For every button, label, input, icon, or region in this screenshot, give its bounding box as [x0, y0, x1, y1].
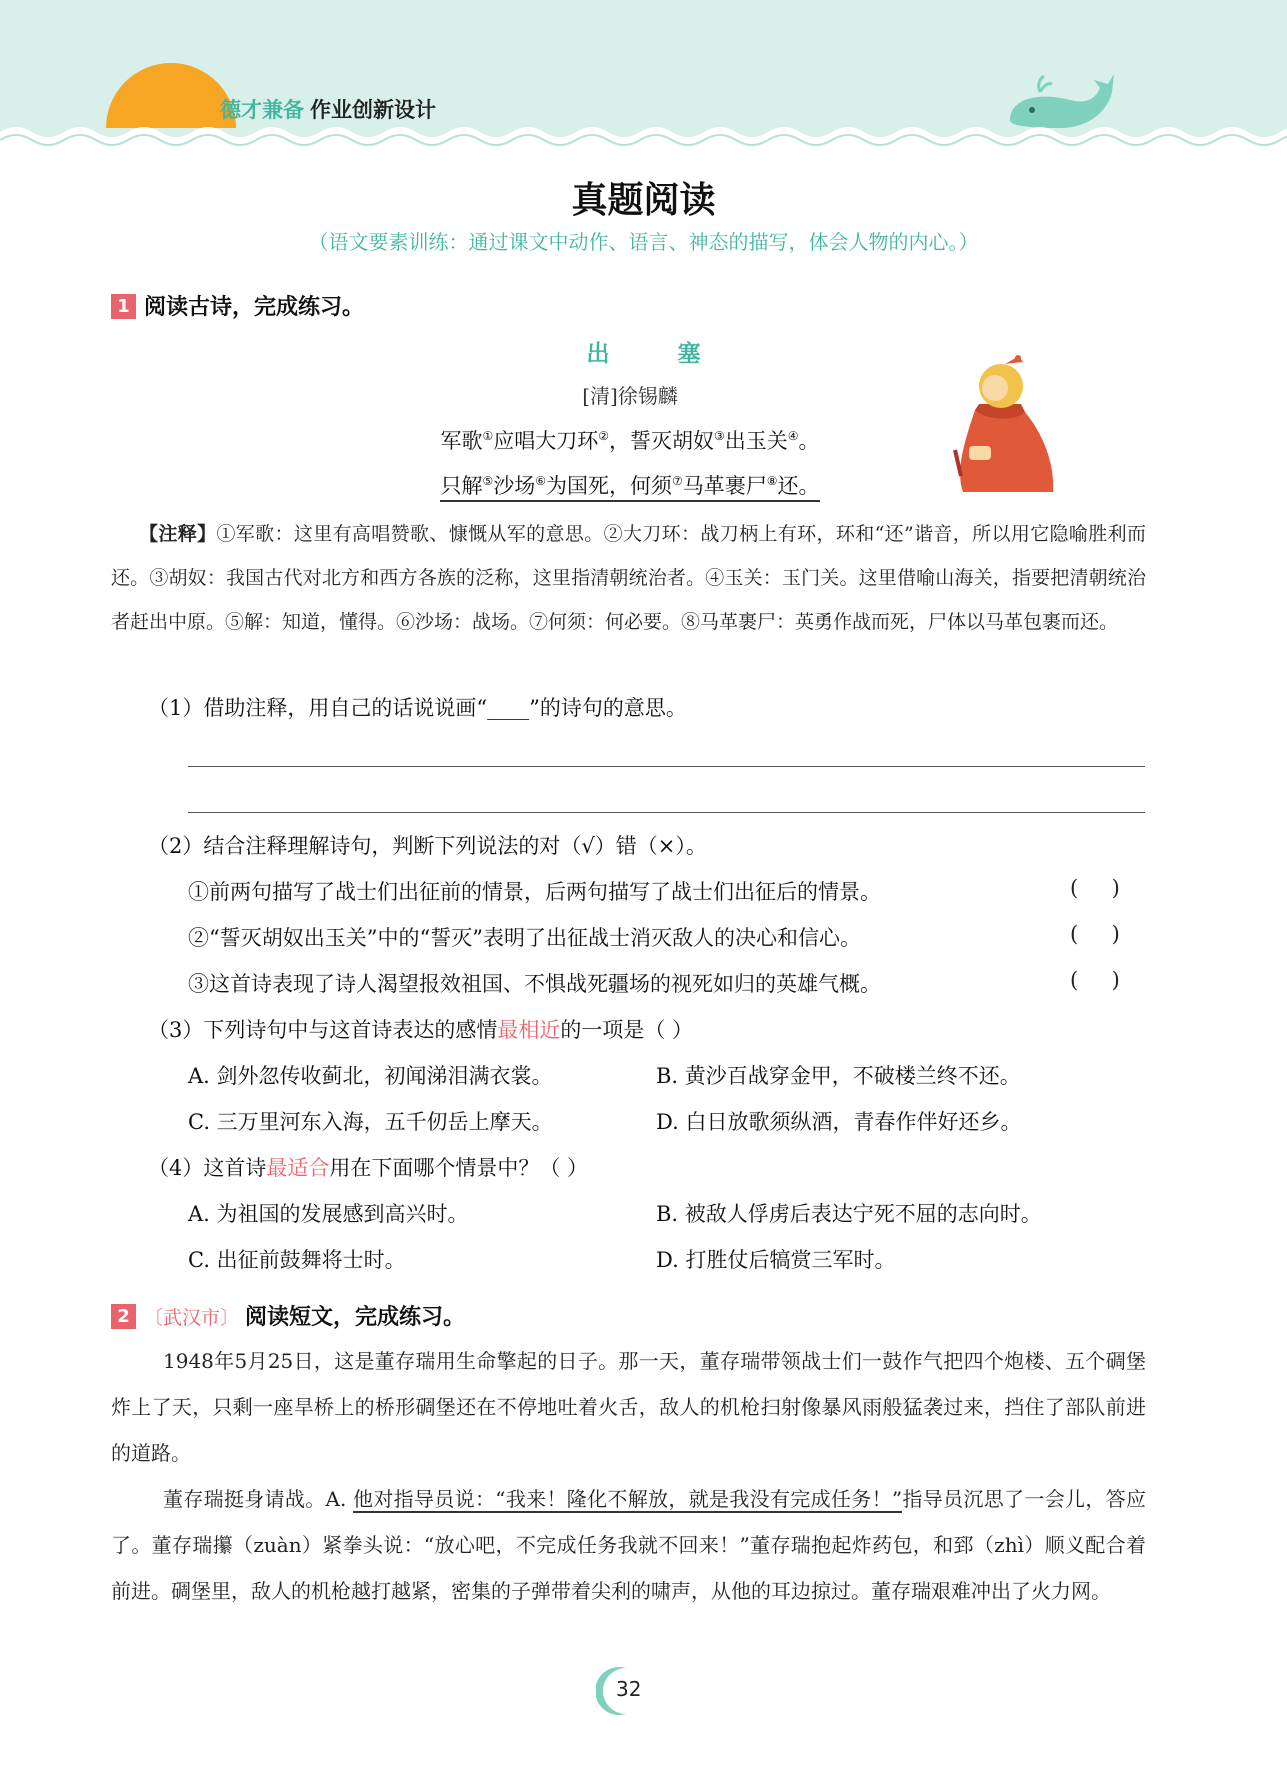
judge-answer-1[interactable]: ( ): [1070, 876, 1120, 900]
judge-statement-2: ②“誓灭胡奴出玉关”中的“誓灭”表明了出征战士消灭敌人的决心和信心。: [188, 926, 861, 950]
option-4c[interactable]: C. 出征前鼓舞将士时。: [188, 1248, 406, 1272]
brand-green: 德才兼备: [220, 98, 304, 122]
question-1-text: 阅读古诗，完成练习。: [144, 295, 365, 320]
brand-title: [220, 94, 436, 124]
answer-line-2[interactable]: [188, 812, 1145, 813]
page-header: [0, 0, 1287, 150]
soldier-illustration: [935, 350, 1070, 495]
question-1-heading: [111, 290, 364, 321]
underlined-sentence: 他对指导员说：“我来！隆化不解放，就是我没有完成任务！”: [353, 1487, 903, 1511]
emphasis-text: 最适合: [266, 1156, 330, 1180]
header-decoration: [0, 0, 1287, 150]
answer-line-1[interactable]: [188, 766, 1145, 767]
option-4d[interactable]: D. 打胜仗后犒赏三军时。: [656, 1248, 896, 1272]
option-3c[interactable]: C. 三万里河东入海，五千仞岳上摩天。: [188, 1110, 553, 1134]
sun-icon: [106, 63, 236, 128]
option-3a[interactable]: A. 剑外忽传收蓟北，初闻涕泪满衣裳。: [188, 1064, 553, 1088]
whale-icon: [1010, 74, 1114, 128]
passage-paragraph-1: 1948年5月25日，这是董存瑞用生命擎起的日子。那一天，董存瑞带领战士们一鼓作气把四个炮楼、五个碉堡炸上了天，只剩一座旱桥上的桥形碉堡还在不停地吐着火舌，敌人的机枪扫射像暴风雨般猛袭过来，挡住了部队前进的道路。: [111, 1349, 1146, 1465]
option-3d[interactable]: D. 白日放歌须纵酒，青春作伴好还乡。: [656, 1110, 1022, 1134]
question-2-text: 阅读短文，完成练习。: [245, 1305, 466, 1330]
poem-title: 出 塞: [586, 341, 731, 367]
option-4b[interactable]: B. 被敌人俘虏后表达宁死不屈的志向时。: [656, 1202, 1042, 1226]
page-subtitle: （语文要素训练：通过课文中动作、语言、神态的描写，体会人物的内心。）: [308, 230, 979, 254]
sub-question-4: （4）这首诗最适合用在下面哪个情景中？（ ）: [148, 1156, 589, 1180]
judge-statement-3: ③这首诗表现了诗人渴望报效祖国、不惧战死疆场的视死如归的英雄气概。: [188, 972, 881, 996]
poem-line-1: 军歌①应唱大刀环②，誓灭胡奴③出玉关④。: [440, 429, 820, 453]
poem-author: [清]徐锡麟: [582, 384, 678, 408]
poem-line-2: [0, 470, 1260, 500]
emphasis-text: 最相近: [497, 1018, 561, 1042]
note-label: 【注释】: [139, 523, 217, 545]
sub-question-3: （3）下列诗句中与这首诗表达的感情最相近的一项是（ ）: [148, 1018, 694, 1042]
page-title: 真题阅读: [571, 180, 716, 221]
poem-annotation: [111, 512, 1146, 644]
option-4a[interactable]: A. 为祖国的发展感到高兴时。: [188, 1202, 469, 1226]
judge-statement-1: ①前两句描写了战士们出征前的情景，后两句描写了战士们出征后的情景。: [188, 880, 881, 904]
page-number: 32: [616, 1677, 642, 1701]
source-tag: 〔武汉市〕: [144, 1307, 240, 1329]
sub-question-2: （2）结合注释理解诗句，判断下列说法的对（√）错（×）。: [148, 834, 707, 858]
sub-question-1: （1）借助注释，用自己的话说说画“____”的诗句的意思。: [148, 696, 687, 720]
passage-paragraph-2: 董存瑞挺身请战。A. 他对指导员说：“我来！隆化不解放，就是我没有完成任务！”指导员沉思了一会儿，答应了。董存瑞攥（zuàn）紧拳头说：“放心吧，不完成任务我就不回来！”董存瑞抱起炸药包，和郅（zhì）顺义配合着前进。碉堡里，敌人的机枪越打越紧，密集的子弹带着尖利的啸声，从他的耳边掠过。董存瑞艰难冲出了火力网。: [111, 1487, 1146, 1603]
question-number-badge: 1: [111, 294, 136, 319]
question-number-badge: 2: [111, 1304, 136, 1329]
option-3b[interactable]: B. 黄沙百战穿金甲，不破楼兰终不还。: [656, 1064, 1021, 1088]
judge-answer-3[interactable]: ( ): [1070, 968, 1120, 992]
judge-answer-2[interactable]: ( ): [1070, 922, 1120, 946]
question-2-heading: [111, 1300, 465, 1331]
brand-dark: 作业创新设计: [310, 98, 436, 122]
underlined-poem-line: 只解⑤沙场⑥为国死，何须⑦马革裹尸⑧还。: [440, 474, 819, 502]
note-text: ①军歌：这里有高唱赞歌、慷慨从军的意思。②大刀环：战刀柄上有环，环和“还”谐音，所以用它隐喻胜利而还。③胡奴：我国古代对北方和西方各族的泛称，这里指清朝统治者。④玉关：玉门关。这里借喻山海关，指要把清朝统治者赶出中原。⑤解：知道，懂得。⑥沙场：战场。⑦何须：何必要。⑧马革裹尸：英勇作战而死，尸体以马革包裹而还。: [111, 523, 1146, 633]
